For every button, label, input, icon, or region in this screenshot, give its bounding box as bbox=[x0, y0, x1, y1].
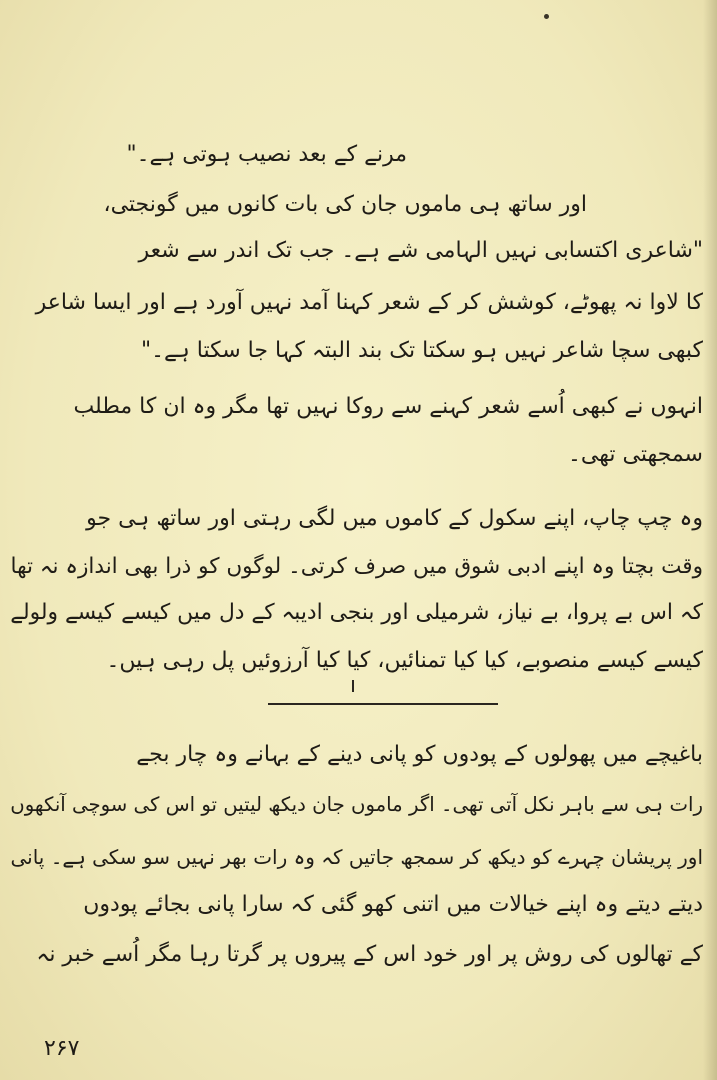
text-line: کیسے کیسے منصوبے، کیا کیا تمنائیں، کیا کیا آرزوئیں پل رہی ہیں۔ bbox=[106, 648, 703, 673]
text-line: مرنے کے بعد نصیب ہوتی ہے۔" bbox=[126, 142, 407, 167]
section-divider bbox=[268, 703, 498, 705]
text-line: سمجھتی تھی۔ bbox=[568, 442, 703, 467]
text-line: رات ہی سے باہر نکل آتی تھی۔ اگر ماموں جان دیکھ لیتیں تو اس کی سوچی آنکھوں bbox=[10, 793, 703, 816]
text-line: کہ اس بے پروا، بے نیاز، شرمیلی اور بنجی ادیبہ کے دل میں کیسے کیسے ولولے bbox=[10, 600, 703, 625]
ink-mark bbox=[352, 680, 354, 692]
page-number: ۲۶۷ bbox=[44, 1036, 80, 1061]
text-line: اور پریشان چہرے کو دیکھ کر سمجھ جاتیں کہ وہ رات بھر نہیں سو سکی ہے۔ پانی bbox=[10, 845, 703, 869]
text-line: "شاعری اکتسابی نہیں الہامی شے ہے۔ جب تک اندر سے شعر bbox=[138, 238, 703, 263]
text-line: کے تھالوں کی روش پر اور خود اس کے پیروں پر گرتا رہا مگر اُسے خبر نہ bbox=[36, 942, 703, 967]
text-line: اور ساتھ ہی ماموں جان کی بات کانوں میں گونجتی، bbox=[103, 192, 587, 217]
page-edge-shadow bbox=[703, 0, 717, 1080]
text-line: کا لاوا نہ پھوٹے، کوشش کر کے شعر کہنا آمد نہیں آورد ہے اور ایسا شاعر bbox=[35, 290, 703, 315]
text-line: وہ چپ چاپ، اپنے سکول کے کاموں میں لگی رہتی اور ساتھ ہی جو bbox=[86, 506, 703, 531]
text-line: وقت بچتا وہ اپنے ادبی شوق میں صرف کرتی۔ لوگوں کو ذرا بھی اندازہ نہ تھا bbox=[10, 554, 703, 579]
text-line: کبھی سچا شاعر نہیں ہو سکتا تک بند البتہ کہا جا سکتا ہے۔" bbox=[140, 338, 703, 363]
ink-dot bbox=[544, 14, 549, 19]
text-line: دیتے دیتے وہ اپنے خیالات میں اتنی کھو گئی کہ سارا پانی بجائے پودوں bbox=[83, 892, 703, 917]
text-line: باغیچے میں پھولوں کے پودوں کو پانی دینے کے بہانے وہ چار بجے bbox=[136, 742, 703, 767]
text-line: انہوں نے کبھی اُسے شعر کہنے سے روکا نہیں تھا مگر وہ ان کا مطلب bbox=[73, 394, 703, 419]
